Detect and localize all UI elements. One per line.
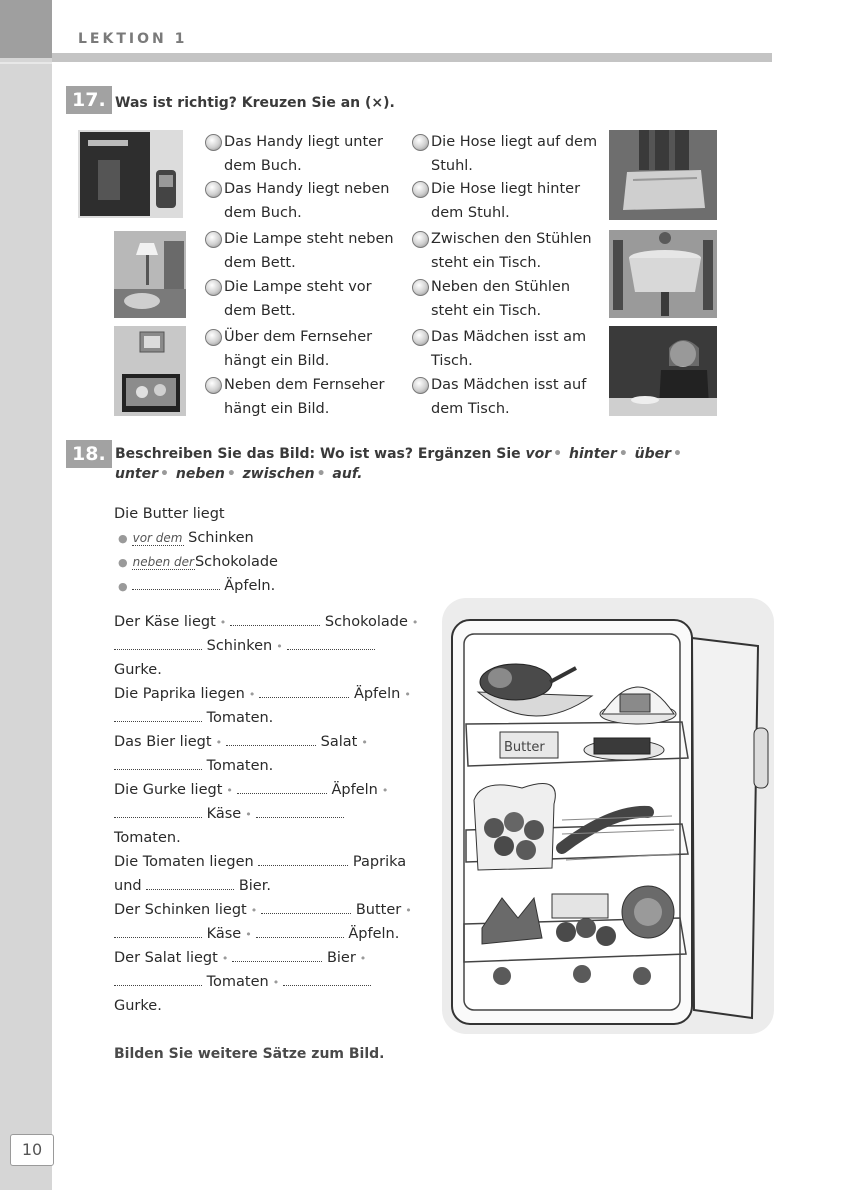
option-right-2 — [431, 177, 621, 225]
radio-left-3[interactable] — [205, 231, 222, 248]
answer-gap[interactable] — [114, 757, 202, 770]
fridge-butter-label: Butter — [504, 740, 545, 755]
radio-right-6[interactable] — [412, 377, 429, 394]
object-text: Äpfeln. — [224, 578, 276, 594]
option-line: steht ein Tisch. — [431, 255, 542, 271]
photo-lamp-bed — [114, 231, 186, 318]
option-left-2 — [224, 177, 414, 225]
option-right-1 — [431, 130, 621, 178]
sentence-start: Die Gurke liegt — [114, 782, 223, 798]
butter-line-3: ● Äpfeln. — [118, 578, 276, 594]
option-line: Die Lampe steht neben — [224, 231, 394, 247]
prep-zwischen: zwischen — [242, 466, 315, 482]
object-text: Äpfeln. — [348, 926, 400, 942]
tomaten-line-1 — [114, 850, 406, 874]
kaese-line-1: Der Käse liegt • Schokolade • — [114, 614, 419, 630]
object-text: Käse — [206, 806, 242, 822]
option-line: Das Mädchen isst am — [431, 329, 587, 345]
object-text: Äpfeln — [353, 686, 401, 702]
answer-gap[interactable] — [237, 781, 327, 794]
gurke-line-2: Käse • — [114, 802, 344, 827]
page-sidebar — [0, 0, 52, 1190]
prep-vor: vor — [525, 446, 552, 462]
prep-hinter: hinter — [568, 446, 617, 462]
answer-gap[interactable] — [114, 973, 202, 986]
option-line: Stuhl. — [431, 158, 473, 174]
object-text: Tomaten — [206, 974, 269, 990]
answer-gap[interactable] — [232, 949, 322, 962]
option-line: Zwischen den Stühlen — [431, 231, 592, 247]
answer-gap[interactable] — [287, 637, 375, 650]
page-number: 10 — [10, 1134, 54, 1166]
sentence-start: Der Schinken liegt — [114, 902, 247, 918]
sentence-start: Die Paprika liegen — [114, 686, 245, 702]
kaese-line-2: Schinken • — [114, 634, 375, 659]
conjunction-text: und — [114, 878, 142, 894]
bier-line-2 — [114, 754, 273, 778]
option-line: dem Tisch. — [431, 401, 510, 417]
butter-line-1: ● vor dem Schinken — [118, 530, 254, 546]
prep-neben: neben — [175, 466, 225, 482]
gurke-line-1: Die Gurke liegt • Äpfeln • — [114, 782, 389, 798]
radio-left-4[interactable] — [205, 279, 222, 296]
exercise-18-title-text: Beschreiben Sie das Bild: Wo ist was? Ergänzen Sie — [115, 446, 521, 462]
object-text: Tomaten. — [206, 758, 274, 774]
radio-right-1[interactable] — [412, 134, 429, 151]
answer-gap[interactable] — [258, 853, 348, 866]
option-left-3 — [224, 227, 414, 275]
tomaten-line-2 — [114, 874, 271, 898]
exercise-18-title: Beschreiben Sie das Bild: Wo ist was? Ergänzen Sie vor • hinter • über • unter • neben • zwischen • auf. — [115, 446, 682, 482]
option-line: hängt ein Bild. — [224, 401, 330, 417]
paprika-line-2 — [114, 706, 273, 730]
bier-line-1: Das Bier liegt • Salat • — [114, 734, 368, 750]
answer-gap[interactable] — [226, 733, 316, 746]
object-text: Paprika — [352, 854, 407, 870]
photo-trousers-chair — [609, 130, 717, 220]
object-text: Bier — [326, 950, 356, 966]
answer-gap[interactable] — [132, 577, 220, 590]
object-text: Salat — [320, 734, 358, 750]
header-rule — [52, 53, 772, 62]
option-line: dem Buch. — [224, 158, 302, 174]
salat-line-3: Gurke. — [114, 998, 162, 1014]
photo-girl-eating — [609, 326, 717, 416]
object-text: Schokolade — [194, 554, 278, 570]
schinken-line-1: Der Schinken liegt • Butter • — [114, 902, 412, 918]
final-task: Bilden Sie weitere Sätze zum Bild. — [114, 1046, 385, 1062]
paprika-line-1: Die Paprika liegen • Äpfeln • — [114, 686, 411, 702]
sentence-start: Das Bier liegt — [114, 734, 212, 750]
answer-gap[interactable] — [114, 637, 202, 650]
photo-phone-book — [78, 130, 183, 218]
answer-gap[interactable] — [114, 709, 202, 722]
option-left-5 — [224, 325, 414, 373]
radio-left-1[interactable] — [205, 134, 222, 151]
option-line: Das Handy liegt neben — [224, 181, 390, 197]
option-line: dem Buch. — [224, 205, 302, 221]
salat-line-2: Tomaten • — [114, 970, 371, 995]
radio-left-2[interactable] — [205, 181, 222, 198]
answer-vor-dem: vor dem — [132, 531, 183, 545]
answer-gap[interactable] — [283, 973, 371, 986]
object-text: Käse — [206, 926, 242, 942]
sentence-start: Der Käse liegt — [114, 614, 216, 630]
photo-table-chairs — [609, 230, 717, 318]
gurke-line-3: Tomaten. — [114, 830, 181, 846]
object-text: Schokolade — [324, 614, 408, 630]
option-line: Die Hose liegt auf dem — [431, 134, 598, 150]
kaese-line-3: Gurke. — [114, 662, 162, 678]
answer-gap[interactable] — [146, 877, 234, 890]
option-line: steht ein Tisch. — [431, 303, 542, 319]
header-rule-left — [0, 62, 52, 64]
option-left-6 — [224, 373, 414, 421]
object-text: Schinken — [206, 638, 273, 654]
option-line: dem Bett. — [224, 255, 296, 271]
exercise-18-number: 18. — [66, 440, 112, 468]
answer-neben-der: neben der — [132, 555, 194, 569]
option-left-1 — [224, 130, 414, 178]
answer-gap[interactable] — [114, 925, 202, 938]
radio-left-5[interactable] — [205, 329, 222, 346]
option-line: dem Stuhl. — [431, 205, 510, 221]
exercise-17-number: 17. — [66, 86, 112, 114]
option-line: Neben dem Fernseher — [224, 377, 385, 393]
option-line: Die Hose liegt hinter — [431, 181, 581, 197]
fridge-illustration — [442, 598, 774, 1034]
option-line: hängt ein Bild. — [224, 353, 330, 369]
option-right-4 — [431, 275, 621, 323]
option-line: Das Handy liegt unter — [224, 134, 384, 150]
butter-line-2: ● neben derSchokolade — [118, 554, 278, 570]
prep-ueber: über — [634, 446, 672, 462]
radio-right-2[interactable] — [412, 181, 429, 198]
option-left-4 — [224, 275, 414, 323]
option-right-5 — [431, 325, 621, 373]
option-line: Das Mädchen isst auf — [431, 377, 587, 393]
radio-left-6[interactable] — [205, 377, 222, 394]
answer-gap[interactable] — [256, 805, 344, 818]
object-text: Schinken — [188, 530, 254, 546]
option-line: Über dem Fernseher — [224, 329, 373, 345]
object-text: Äpfeln — [331, 782, 378, 798]
option-right-6 — [431, 373, 621, 421]
answer-gap[interactable] — [114, 805, 202, 818]
option-line: dem Bett. — [224, 303, 296, 319]
option-line: Neben den Stühlen — [431, 279, 571, 295]
answer-gap[interactable] — [256, 925, 344, 938]
answer-gap[interactable] — [261, 901, 351, 914]
butter-intro: Die Butter liegt — [114, 506, 225, 522]
object-text: Bier. — [238, 878, 271, 894]
prep-unter: unter — [115, 466, 159, 482]
sentence-start: Die Tomaten liegen — [114, 854, 254, 870]
photo-tv-picture — [114, 326, 186, 416]
option-right-3 — [431, 227, 621, 275]
radio-right-3[interactable] — [412, 231, 429, 248]
option-line: Die Lampe steht vor — [224, 279, 372, 295]
lesson-label: LEKTION 1 — [78, 31, 188, 47]
object-text: Tomaten. — [206, 710, 274, 726]
schinken-line-2: Käse • Äpfeln. — [114, 922, 399, 947]
sidebar-header-block — [0, 0, 52, 58]
answer-gap[interactable] — [230, 613, 320, 626]
exercise-17-title: Was ist richtig? Kreuzen Sie an (×). — [115, 95, 395, 111]
salat-line-1: Der Salat liegt • Bier • — [114, 950, 367, 966]
object-text: Butter — [355, 902, 402, 918]
radio-right-4[interactable] — [412, 279, 429, 296]
option-line: Tisch. — [431, 353, 473, 369]
sentence-start: Der Salat liegt — [114, 950, 218, 966]
prep-auf: auf. — [332, 466, 363, 482]
answer-gap[interactable] — [259, 685, 349, 698]
radio-right-5[interactable] — [412, 329, 429, 346]
